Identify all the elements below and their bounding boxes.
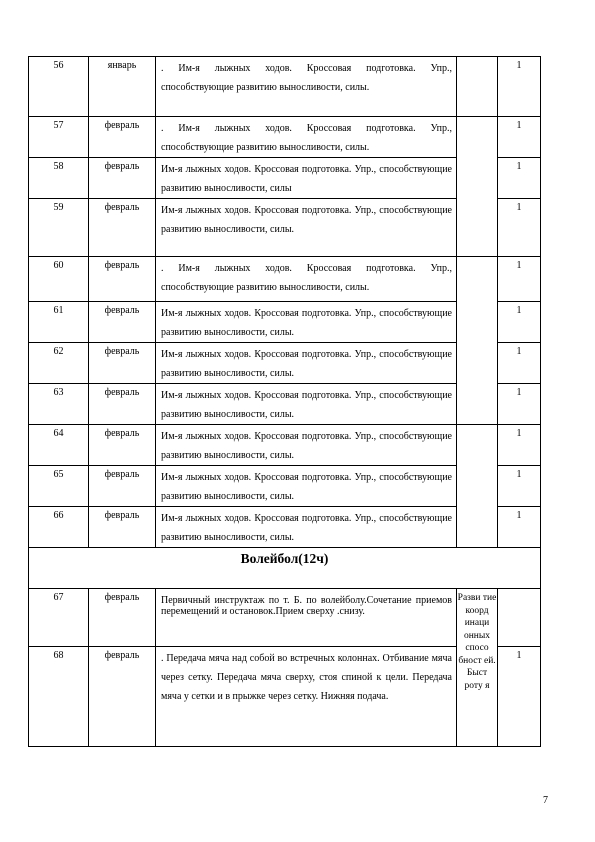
lesson-month: февраль bbox=[89, 589, 156, 647]
table-row bbox=[29, 425, 541, 466]
lesson-hours: 1 bbox=[498, 466, 541, 507]
lesson-month: февраль bbox=[89, 257, 156, 302]
note-cell bbox=[457, 117, 498, 257]
lesson-hours: 1 bbox=[498, 384, 541, 425]
lesson-hours: 1 bbox=[498, 199, 541, 257]
lesson-hours bbox=[498, 589, 541, 647]
lesson-month: февраль bbox=[89, 117, 156, 158]
lesson-content: . Им-я лыжных ходов. Кроссовая подготовка. Упр., способствующие развитию выносливости, силы. bbox=[156, 117, 457, 158]
lesson-month: январь bbox=[89, 57, 156, 117]
lesson-number: 58 bbox=[29, 158, 89, 199]
lesson-content: . Передача мяча над собой во встречных колоннах. Отбивание мяча через сетку. Передача мяча сверху, стоя спиной к цели. Передача мяча у сетки и в прыжке через сетку. Нижняя подача. bbox=[156, 647, 457, 747]
lesson-month: февраль bbox=[89, 466, 156, 507]
note-cell bbox=[457, 57, 498, 117]
lesson-content: Им-я лыжных ходов. Кроссовая подготовка. Упр., способствующие развитию выносливости, силы. bbox=[156, 507, 457, 548]
lesson-content: . Им-я лыжных ходов. Кроссовая подготовка. Упр., способствующие развитию выносливости, силы. bbox=[156, 57, 457, 117]
lesson-content: Первичный инструктаж по т. Б. по волейболу.Сочетание приемов перемещений и остановок.Прием сверху .снизу. bbox=[156, 589, 457, 647]
lesson-month: февраль bbox=[89, 343, 156, 384]
side-note: Разви тие коорд инаци онных спосо бност ей. Быст роту я bbox=[457, 589, 498, 747]
lesson-number: 68 bbox=[29, 647, 89, 747]
lesson-hours: 1 bbox=[498, 57, 541, 117]
lesson-number: 64 bbox=[29, 425, 89, 466]
section-title: Волейбол(12ч) bbox=[29, 548, 541, 589]
lesson-number: 62 bbox=[29, 343, 89, 384]
lesson-number: 65 bbox=[29, 466, 89, 507]
lesson-number: 60 bbox=[29, 257, 89, 302]
lesson-number: 61 bbox=[29, 302, 89, 343]
lesson-content: . Им-я лыжных ходов. Кроссовая подготовка. Упр., способствующие развитию выносливости, силы. bbox=[156, 257, 457, 302]
lesson-content: Им-я лыжных ходов. Кроссовая подготовка. Упр., способствующие развитию выносливости, силы. bbox=[156, 384, 457, 425]
lesson-hours: 1 bbox=[498, 257, 541, 302]
lesson-content: Им-я лыжных ходов. Кроссовая подготовка. Упр., способствующие развитию выносливости, силы. bbox=[156, 466, 457, 507]
lesson-plan-table bbox=[28, 56, 541, 747]
lesson-month: февраль bbox=[89, 199, 156, 257]
lesson-hours: 1 bbox=[498, 507, 541, 548]
lesson-month: февраль bbox=[89, 425, 156, 466]
lesson-hours: 1 bbox=[498, 158, 541, 199]
lesson-hours: 1 bbox=[498, 425, 541, 466]
table-row bbox=[29, 257, 541, 302]
note-cell bbox=[457, 257, 498, 425]
table-row bbox=[29, 589, 541, 647]
lesson-hours: 1 bbox=[498, 117, 541, 158]
section-row bbox=[29, 548, 541, 589]
lesson-month: февраль bbox=[89, 384, 156, 425]
lesson-number: 67 bbox=[29, 589, 89, 647]
lesson-month: февраль bbox=[89, 507, 156, 548]
lesson-content: Им-я лыжных ходов. Кроссовая подготовка. Упр., способствующие развитию выносливости, силы. bbox=[156, 302, 457, 343]
table-row bbox=[29, 57, 541, 117]
lesson-content: Им-я лыжных ходов. Кроссовая подготовка. Упр., способствующие развитию выносливости, силы bbox=[156, 158, 457, 199]
lesson-hours: 1 bbox=[498, 302, 541, 343]
note-cell bbox=[457, 425, 498, 548]
lesson-number: 59 bbox=[29, 199, 89, 257]
lesson-month: февраль bbox=[89, 158, 156, 199]
lesson-month: февраль bbox=[89, 647, 156, 747]
table-row bbox=[29, 117, 541, 158]
lesson-number: 56 bbox=[29, 57, 89, 117]
lesson-hours: 1 bbox=[498, 343, 541, 384]
page-number: 7 bbox=[543, 795, 548, 806]
lesson-month: февраль bbox=[89, 302, 156, 343]
lesson-content: Им-я лыжных ходов. Кроссовая подготовка. Упр., способствующие развитию выносливости, силы. bbox=[156, 425, 457, 466]
lesson-content: Им-я лыжных ходов. Кроссовая подготовка. Упр., способствующие развитию выносливости, силы. bbox=[156, 199, 457, 257]
lesson-content: Им-я лыжных ходов. Кроссовая подготовка. Упр., способствующие развитию выносливости, силы. bbox=[156, 343, 457, 384]
lesson-hours: 1 bbox=[498, 647, 541, 747]
lesson-number: 66 bbox=[29, 507, 89, 548]
lesson-number: 63 bbox=[29, 384, 89, 425]
lesson-number: 57 bbox=[29, 117, 89, 158]
